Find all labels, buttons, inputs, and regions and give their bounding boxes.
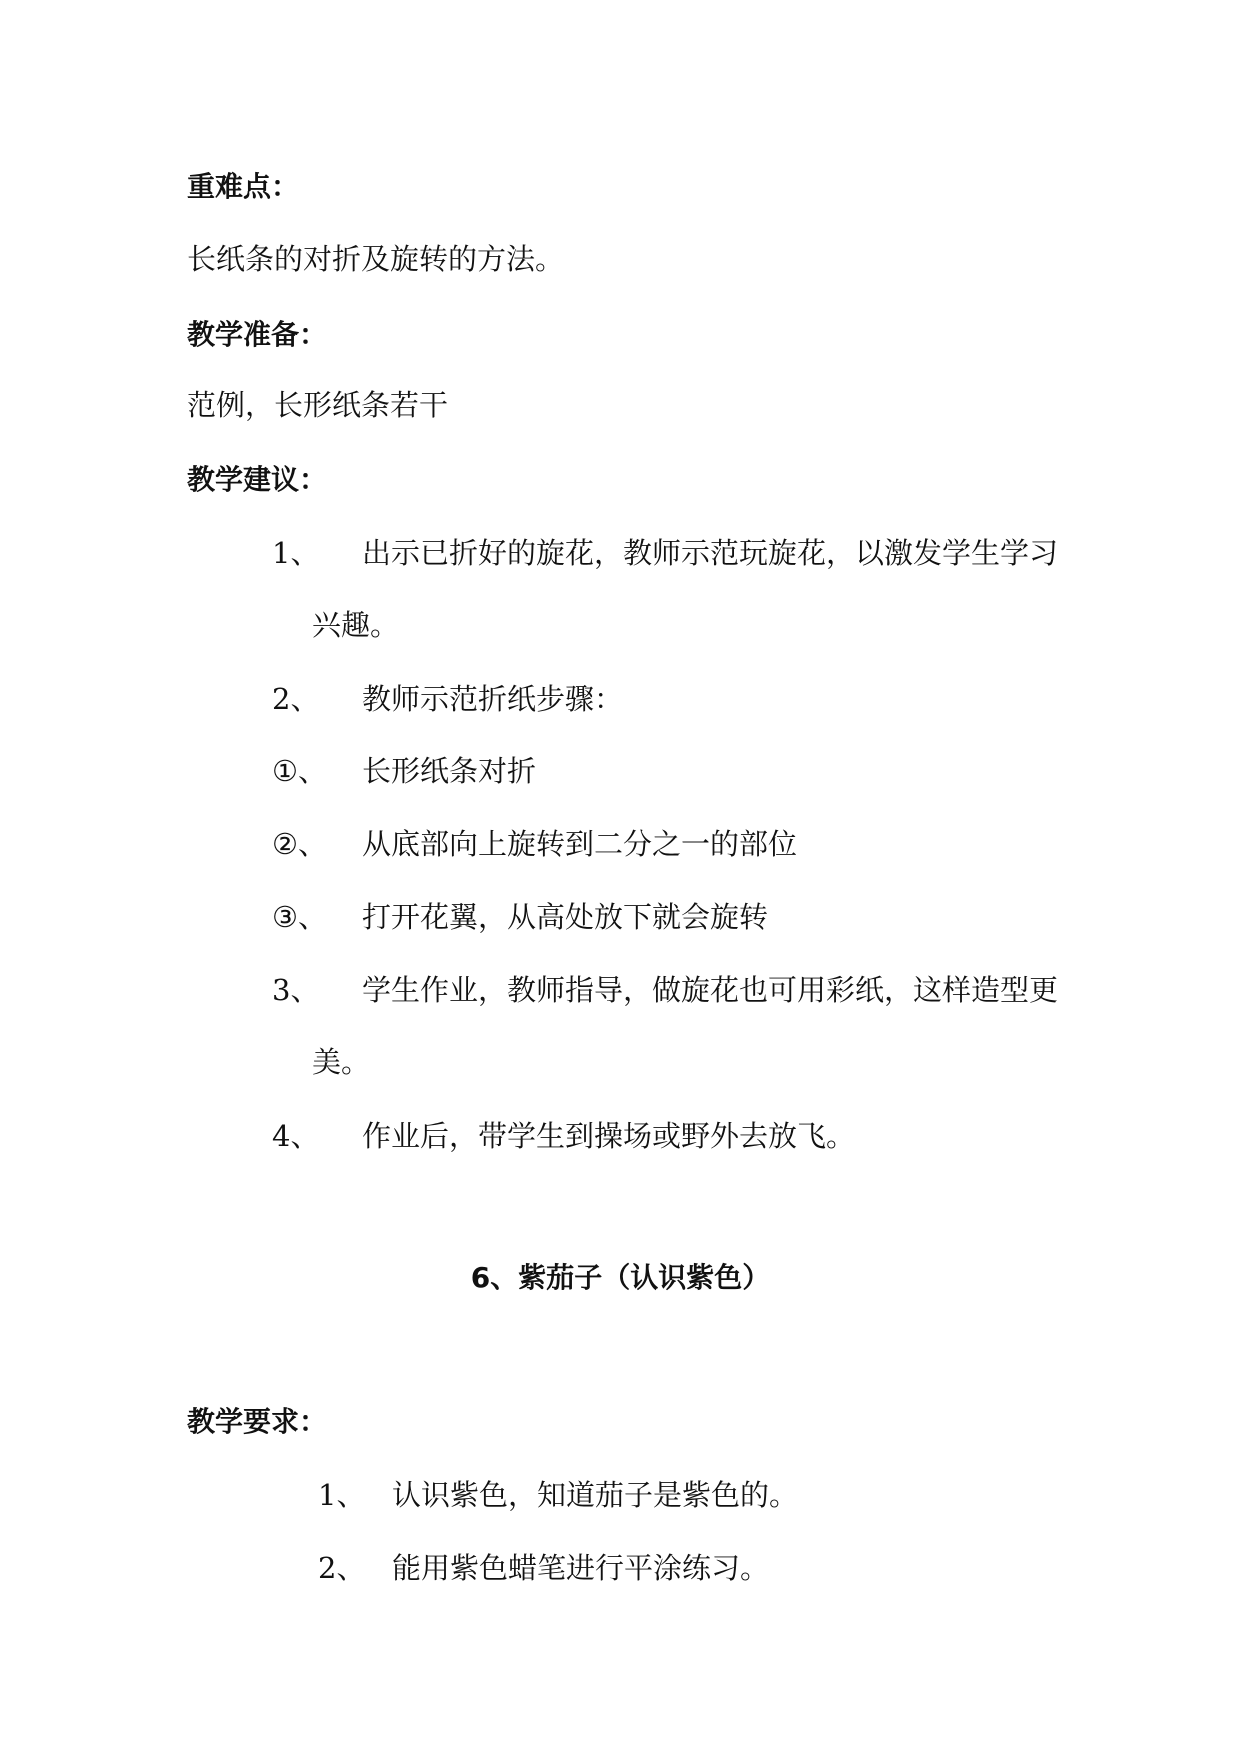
difficulty-heading: 重难点： bbox=[187, 170, 300, 203]
difficulty-text: 长纸条的对折及旋转的方法。 bbox=[187, 242, 565, 276]
list-item-text-continued: 兴趣。 bbox=[312, 608, 400, 642]
list-item-number: 2、 bbox=[272, 682, 320, 716]
requirements-heading: 教学要求： bbox=[187, 1405, 328, 1438]
list-item-text: 出示已折好的旋花，教师示范玩旋花，以激发学生学习 bbox=[362, 536, 1059, 570]
sub-item-number: ①、 bbox=[272, 754, 327, 788]
list-item-number: 3、 bbox=[272, 973, 320, 1007]
prep-heading: 教学准备： bbox=[187, 318, 328, 351]
list-item-text-continued: 美。 bbox=[312, 1045, 371, 1079]
sub-item-text: 打开花翼，从高处放下就会旋转 bbox=[362, 900, 769, 934]
sub-item-text: 从底部向上旋转到二分之一的部位 bbox=[362, 827, 798, 861]
list-item-number: 4、 bbox=[272, 1119, 320, 1153]
list-item-number: 2、 bbox=[318, 1551, 366, 1585]
sub-item-text: 长形纸条对折 bbox=[362, 754, 537, 788]
list-item-text: 教师示范折纸步骤： bbox=[362, 682, 624, 716]
list-item-number: 1、 bbox=[318, 1478, 366, 1512]
list-item-text: 能用紫色蜡笔进行平涂练习。 bbox=[392, 1551, 770, 1585]
sub-item-number: ②、 bbox=[272, 827, 327, 861]
lesson-title: 6、紫茄子（认识紫色） bbox=[470, 1261, 771, 1294]
suggestion-heading: 教学建议： bbox=[187, 463, 328, 496]
list-item-text: 认识紫色，知道茄子是紫色的。 bbox=[392, 1478, 799, 1512]
prep-text: 范例，长形纸条若干 bbox=[187, 388, 449, 422]
list-item-text: 学生作业，教师指导，做旋花也可用彩纸，这样造型更 bbox=[362, 973, 1059, 1007]
sub-item-number: ③、 bbox=[272, 900, 327, 934]
list-item-number: 1、 bbox=[272, 536, 320, 570]
list-item-text: 作业后，带学生到操场或野外去放飞。 bbox=[362, 1119, 856, 1153]
